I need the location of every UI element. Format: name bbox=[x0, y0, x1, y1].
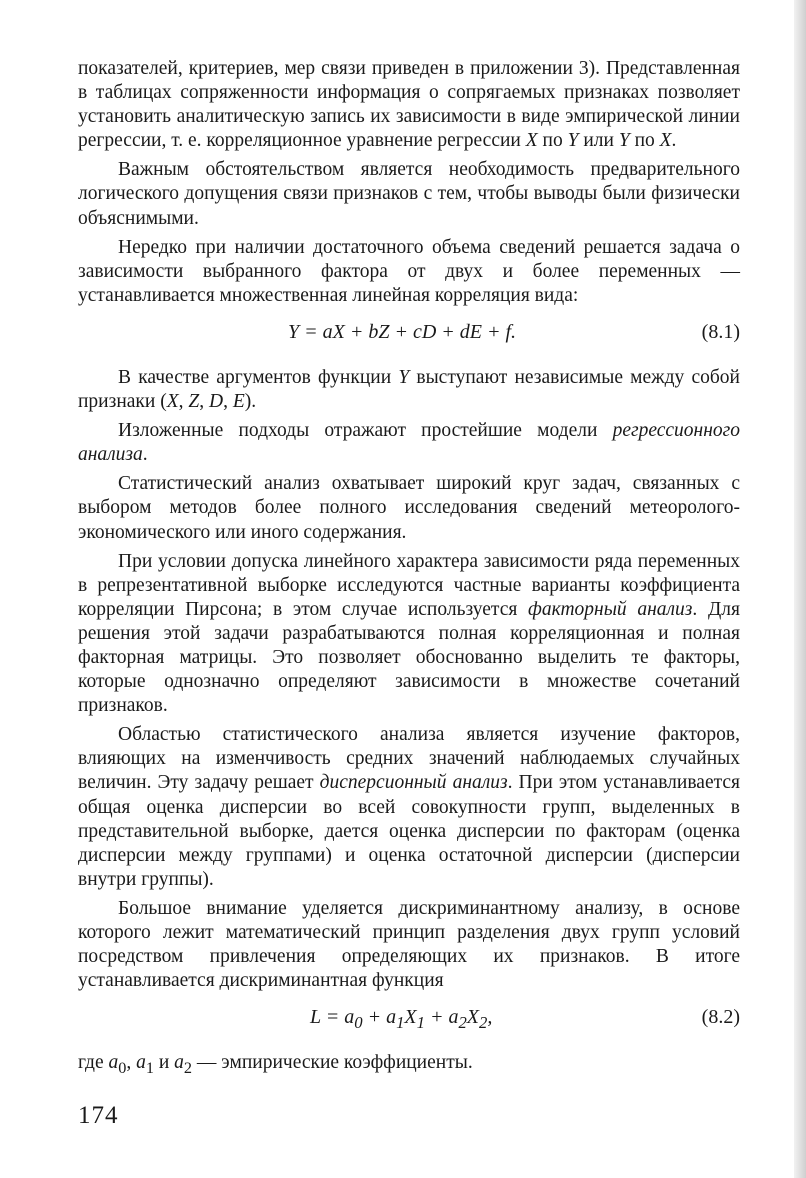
equation-number: (8.1) bbox=[701, 320, 740, 343]
equation-number: (8.2) bbox=[701, 1006, 740, 1029]
paragraph-factor-analysis: При условии допуска линейного характера зависимости ряда переменных в репрезентативной выборке исследуются частные варианты коэффициента корреляции Пирсона; в этом случае используется факторный анализ. Для решения этой задачи разрабатываются полная корреляционная и полная факторная матрицы. Это позволяет обоснованно выделить те факторы, которые однозначно определяют зависимости в множестве сочетаний признаков. bbox=[78, 550, 740, 717]
paragraph-function-arguments: В качестве аргументов функции Y выступают независимые между собой признаки (X, Z, D, E). bbox=[78, 366, 740, 413]
page-number: 174 bbox=[78, 1102, 119, 1129]
paragraph-dispersion-analysis: Областью статистического анализа является изучение факторов, влияющих на изменчивость средних значений наблюдаемых случайных величин. Эту задачу решает дисперсионный анализ. При этом устанавливается общая оценка дисперсии во всей совокупности групп, выделенных в представительной выборке, дается оценка дисперсии по факторам (оценка дисперсии между группами) и оценка остаточной дисперсии (дисперсии внутри группы). bbox=[78, 724, 740, 890]
paragraph-multiple-correlation: Нередко при наличии достаточного объема сведений решается задача о зависимости выбранного фактора от двух и более переменных — устанавливается множественная линейная корреляция вида: bbox=[78, 236, 740, 306]
paragraph-logical-assumption: Важным обстоятельством является необходимость предварительного логического допущения связи признаков с тем, чтобы выводы были физически объяснимыми. bbox=[78, 159, 740, 229]
page-text bbox=[78, 57, 740, 1080]
paragraph-continuation: показателей, критериев, мер связи приведен в приложении 3). Представленная в таблицах сопряженности информация о сопрягаемых признаках позволяет установить аналитическую запись их зависимости в виде эмпирической линии регрессии, т. е. корреляционное уравнение регрессии X по Y или Y по X. bbox=[78, 58, 740, 152]
paragraph-regression-models: Изложенные подходы отражают простейшие модели регрессионного анализа. bbox=[78, 420, 740, 466]
equation-8-2 bbox=[78, 1000, 740, 1034]
paragraph-discriminant-analysis: Большое внимание уделяется дискриминантному анализу, в основе которого лежит математический принцип разделения двух групп условий посредством привлечения определяющих их признаков. В итоге устанавливается дискриминантная функция bbox=[78, 897, 740, 992]
equation-8-1 bbox=[78, 315, 740, 349]
paragraph-coefficients: где $a_0$, $a_1$ и $a_2$ — эмпирические коэффициенты. bbox=[78, 1052, 473, 1078]
equation-formula: $L = a_0 + a_1X_1 + a_2X_2$, bbox=[310, 1006, 493, 1033]
paragraph-statistical-analysis: Статистический анализ охватывает широкий круг задач, связанных с выбором методов более полного исследования сведений метеоролого-экономического или иного содержания. bbox=[78, 473, 740, 543]
page-edge-shadow bbox=[794, 0, 806, 1178]
equation-formula: Y = aX + bZ + cD + dE + f. bbox=[288, 320, 517, 343]
